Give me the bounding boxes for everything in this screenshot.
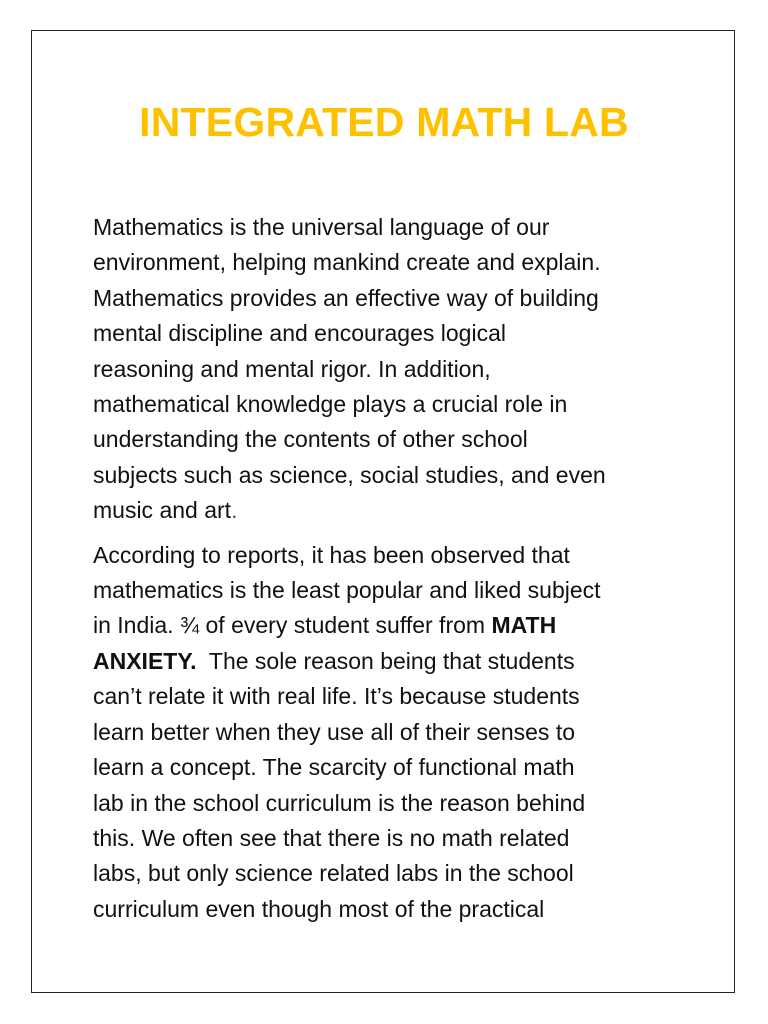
document-body xyxy=(93,210,693,927)
paragraph-line: learn a concept. The scarcity of functional math xyxy=(93,754,575,781)
document-title: INTEGRATED MATH LAB xyxy=(139,99,629,145)
paragraph-line: curriculum even though most of the practical xyxy=(93,895,545,922)
paragraph-line: understanding the contents of other school xyxy=(93,426,528,453)
paragraph-line: Mathematics is the universal language of our xyxy=(93,214,550,240)
paragraph-line: learn better when they use all of their senses to xyxy=(93,718,576,745)
trailing-period: . xyxy=(231,497,238,524)
paragraph-line: mathematical knowledge plays a crucial role in xyxy=(93,391,568,418)
paragraph-2 xyxy=(93,538,693,927)
paragraph-line: Mathematics provides an effective way of building xyxy=(93,284,599,311)
paragraph-line: mathematics is the least popular and liked subject xyxy=(93,577,601,604)
paragraph-line: According to reports, it has been observed that xyxy=(93,541,570,568)
paragraph-line: lab in the school curriculum is the reason behind xyxy=(93,789,586,816)
paragraph-line: mental discipline and encourages logical xyxy=(93,320,506,347)
paragraph-text: in India. ¾ of every student suffer from xyxy=(93,612,492,639)
paragraph-line: subjects such as science, social studies, and even xyxy=(93,461,606,488)
paragraph-line-last xyxy=(93,493,693,528)
paragraph-text: music and art xyxy=(93,497,232,524)
paragraph-line: this. We often see that there is no math related xyxy=(93,824,570,851)
paragraph-line-with-bold xyxy=(93,644,693,679)
bold-term-math: MATH xyxy=(491,612,557,639)
paragraph-line: environment, helping mankind create and explain. xyxy=(93,249,601,276)
bold-term-anxiety: ANXIETY. xyxy=(93,647,197,674)
paragraph-line: labs, but only science related labs in the school xyxy=(93,860,574,887)
paragraph-line: can’t relate it with real life. It’s because students xyxy=(93,683,580,710)
paragraph-1 xyxy=(93,210,693,529)
paragraph-line-with-bold xyxy=(93,608,693,643)
paragraph-line: reasoning and mental rigor. In addition, xyxy=(93,355,491,382)
paragraph-text: The sole reason being that students xyxy=(196,647,575,674)
